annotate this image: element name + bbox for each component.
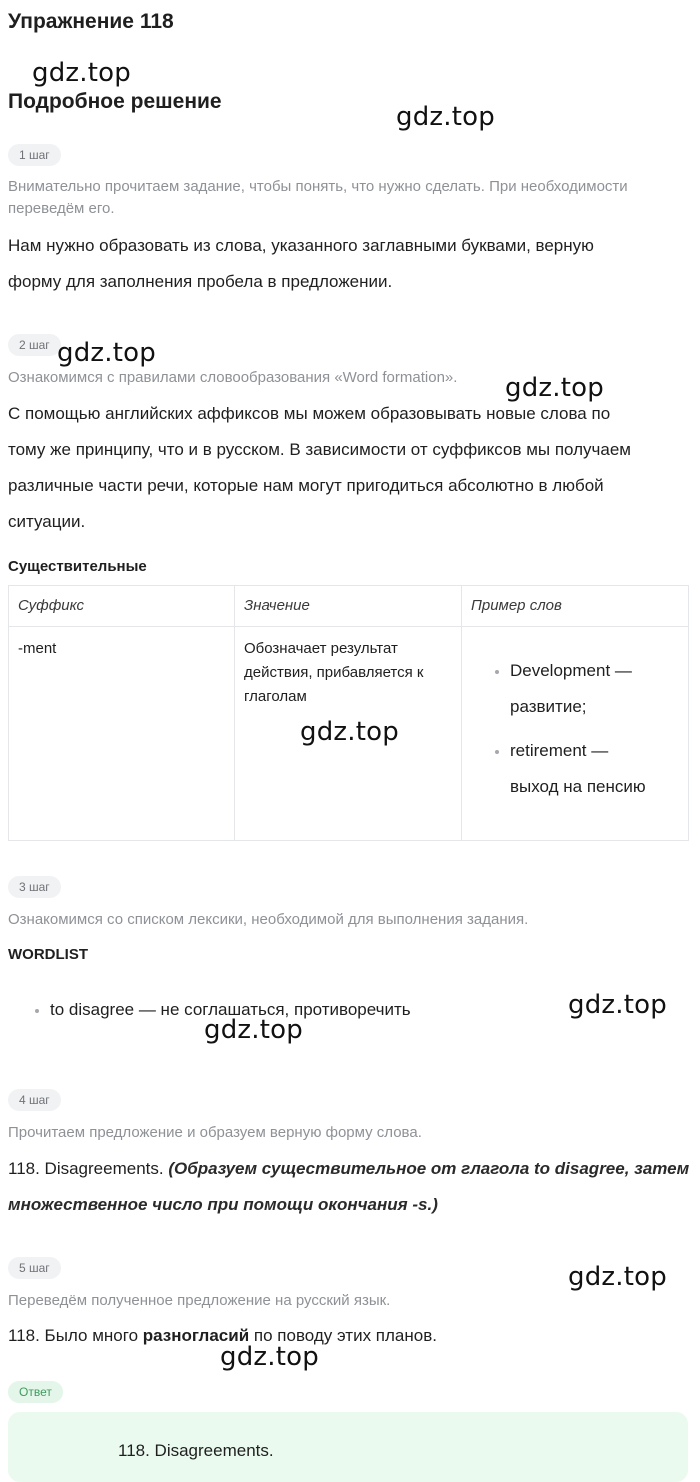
step-badge-3: 3 шаг [8,876,61,898]
table-cell-meaning: Обозначает результат действия, прибавляется к глаголам [235,627,462,841]
translation-start: 118. Было много [8,1326,143,1345]
section-title: Подробное решение [8,90,222,113]
step-1-hint: Внимательно прочитаем задание, чтобы понять, что нужно сделать. При необходимости переведём его. [8,178,628,217]
step-5-text [8,1318,692,1354]
translation-end: по поводу этих планов. [249,1326,437,1345]
table-cell-suffix: -ment [9,627,235,841]
step-2-hint: Ознакомимся с правилами словообразования «Word formation». [8,369,458,386]
watermark: gdz.top [300,717,399,747]
step-5-hint: Переведём полученное предложение на русский язык. [8,1292,391,1309]
table-header-meaning: Значение [235,586,462,627]
step-badge-2: 2 шаг [8,334,61,356]
wordlist-heading: WORDLIST [8,946,88,963]
table-header-suffix: Суффикс [9,586,235,627]
table-header-examples: Пример слов [462,586,689,627]
step-4-line [8,1151,692,1187]
page-title: Упражнение 118 [8,10,174,33]
nouns-heading: Существительные [8,558,147,575]
step-2-line: тому же принципу, что и в русском. В зависимости от суффиксов мы получаем [8,440,631,459]
step-4-line [8,1187,692,1223]
answer-box [8,1412,688,1482]
step-2-line: ситуации. [8,512,86,531]
table-header-row [9,586,689,627]
explanation-note: множественное число при помощи окончания -s.) [8,1195,438,1214]
watermark: gdz.top [396,102,495,132]
answer-badge: Ответ [8,1381,63,1403]
watermark: gdz.top [505,373,604,403]
suffix-table [8,585,689,841]
step-4-text [8,1151,692,1223]
step-1-line: Нам нужно образовать из слова, указанного заглавными буквами, верную [8,236,594,255]
explanation-note: (Образуем существительное от глагола to disagree, затем [168,1159,690,1178]
watermark: gdz.top [32,58,131,88]
watermark: gdz.top [568,990,667,1020]
step-1-line: форму для заполнения пробела в предложении. [8,272,393,291]
example-translation: выход на пенсию [510,777,646,796]
example-word: • retirement — [510,741,609,760]
step-3-hint: Ознакомимся со списком лексики, необходимой для выполнения задания. [8,911,529,928]
step-badge-1: 1 шаг [8,144,61,166]
list-item: • to disagree — не соглашаться, противоречить [50,995,411,1025]
answer-word: 118. Disagreements. [8,1159,169,1178]
watermark: gdz.top [220,1342,319,1372]
step-2-line: различные части речи, которые нам могут пригодиться абсолютно в любой [8,476,604,495]
watermark: gdz.top [57,338,156,368]
step-badge-5: 5 шаг [8,1257,61,1279]
example-word: • Development — [510,661,632,680]
list-item [510,653,679,725]
watermark: gdz.top [568,1262,667,1292]
answer-text: 118. Disagreements. [118,1441,274,1460]
examples-list [484,653,679,805]
step-5-line [8,1318,692,1354]
step-badge-4: 4 шаг [8,1089,61,1111]
step-2-text [8,396,692,540]
watermark: gdz.top [204,1015,303,1045]
step-4-hint: Прочитаем предложение и образуем верную форму слова. [8,1124,422,1141]
table-cell-examples [462,627,689,841]
list-item [510,733,679,805]
step-2-line: С помощью английских аффиксов мы можем образовывать новые слова по [8,404,611,423]
step-1-text [8,228,692,300]
translation-keyword: разногласий [142,1326,250,1345]
example-translation: развитие; [510,697,587,716]
